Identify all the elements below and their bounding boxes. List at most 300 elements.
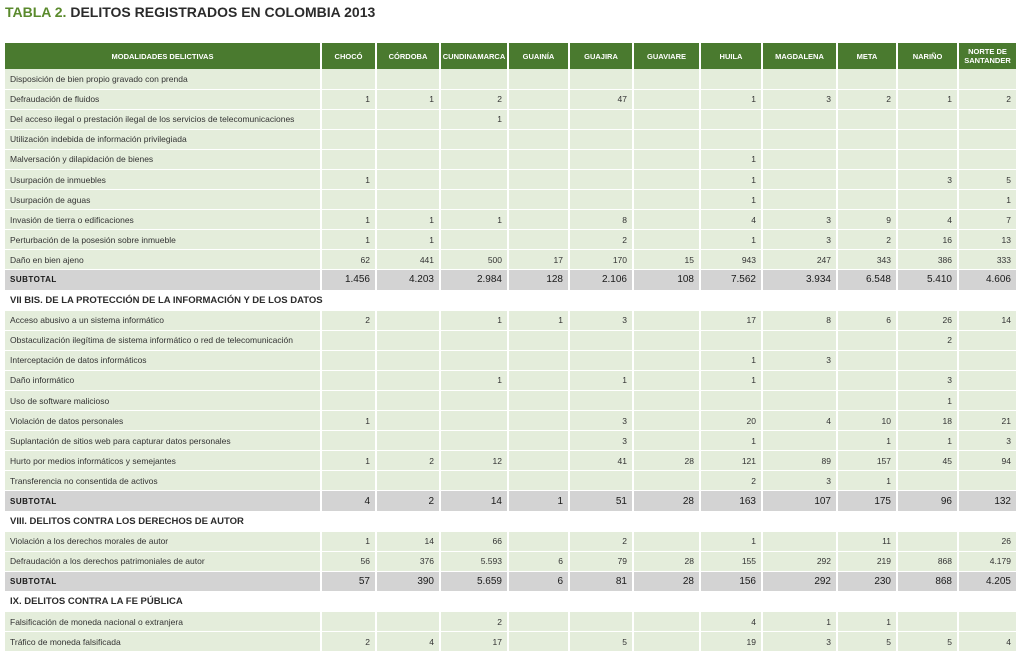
cell-value: 6.548 bbox=[837, 270, 897, 290]
cell-value bbox=[321, 69, 376, 89]
cell-value bbox=[633, 210, 700, 230]
table-title bbox=[5, 2, 375, 22]
table-row bbox=[5, 451, 1017, 471]
table-row bbox=[5, 391, 1017, 411]
cell-value: 868 bbox=[897, 571, 958, 591]
cell-value: 14 bbox=[440, 491, 508, 511]
cell-value bbox=[633, 169, 700, 189]
cell-value: 5 bbox=[569, 632, 633, 652]
cell-value bbox=[376, 149, 440, 169]
cell-value bbox=[897, 471, 958, 491]
cell-value: 5 bbox=[897, 632, 958, 652]
cell-value bbox=[700, 129, 762, 149]
cell-value: 4 bbox=[958, 632, 1017, 652]
cell-value: 62 bbox=[321, 250, 376, 270]
cell-value bbox=[762, 431, 837, 451]
cell-value bbox=[897, 612, 958, 632]
cell-value bbox=[376, 612, 440, 632]
cell-value: 2 bbox=[837, 89, 897, 109]
cell-value: 343 bbox=[837, 250, 897, 270]
cell-value bbox=[633, 612, 700, 632]
cell-value bbox=[440, 330, 508, 350]
cell-value: 28 bbox=[633, 491, 700, 511]
column-header-guaviare: GUAVIARE bbox=[633, 43, 700, 69]
cell-value: 943 bbox=[700, 250, 762, 270]
cell-value bbox=[633, 411, 700, 431]
row-label: Transferencia no consentida de activos bbox=[5, 471, 321, 491]
cell-value bbox=[508, 531, 569, 551]
cell-value: 3 bbox=[762, 350, 837, 370]
cell-value: 1 bbox=[440, 310, 508, 330]
cell-value bbox=[376, 109, 440, 129]
cell-value: 94 bbox=[958, 451, 1017, 471]
column-header-nariño: NARIÑO bbox=[897, 43, 958, 69]
cell-value: 1 bbox=[837, 612, 897, 632]
cell-value bbox=[837, 190, 897, 210]
cell-value: 96 bbox=[897, 491, 958, 511]
cell-value: 57 bbox=[321, 571, 376, 591]
cell-value bbox=[508, 370, 569, 390]
row-label: Del acceso ilegal o prestación ilegal de los servicios de telecomunicaciones bbox=[5, 109, 321, 129]
cell-value bbox=[440, 69, 508, 89]
cell-value: 1 bbox=[700, 350, 762, 370]
cell-value bbox=[508, 169, 569, 189]
cell-value: 1 bbox=[440, 109, 508, 129]
cell-value: 14 bbox=[958, 310, 1017, 330]
cell-value: 18 bbox=[897, 411, 958, 431]
row-label: Suplantación de sitios web para capturar datos personales bbox=[5, 431, 321, 451]
cell-value bbox=[508, 190, 569, 210]
table-row bbox=[5, 411, 1017, 431]
cell-value: 17 bbox=[508, 250, 569, 270]
cell-value: 4 bbox=[700, 612, 762, 632]
cell-value: 2 bbox=[440, 612, 508, 632]
cell-value: 2 bbox=[958, 89, 1017, 109]
column-header-guainía: GUAINÍA bbox=[508, 43, 569, 69]
cell-value bbox=[700, 330, 762, 350]
cell-value: 4 bbox=[376, 632, 440, 652]
cell-value: 230 bbox=[837, 571, 897, 591]
cell-value bbox=[897, 190, 958, 210]
cell-value: 56 bbox=[321, 551, 376, 571]
cell-value: 5.659 bbox=[440, 571, 508, 591]
cell-value: 3 bbox=[897, 370, 958, 390]
cell-value bbox=[762, 129, 837, 149]
cell-value: 4 bbox=[897, 210, 958, 230]
cell-value: 3 bbox=[762, 230, 837, 250]
table-row bbox=[5, 632, 1017, 652]
table-row bbox=[5, 169, 1017, 189]
column-header-meta: META bbox=[837, 43, 897, 69]
cell-value: 17 bbox=[700, 310, 762, 330]
cell-value: 1 bbox=[897, 431, 958, 451]
cell-value bbox=[762, 169, 837, 189]
column-header-chocó: CHOCÓ bbox=[321, 43, 376, 69]
cell-value: 1 bbox=[762, 612, 837, 632]
row-label: Defraudación a los derechos patrimoniales de autor bbox=[5, 551, 321, 571]
row-label: Invasión de tierra o edificaciones bbox=[5, 210, 321, 230]
cell-value: 3 bbox=[762, 210, 837, 230]
cell-value: 4.606 bbox=[958, 270, 1017, 290]
cell-value: 868 bbox=[897, 551, 958, 571]
subtotal-label: SUBTOTAL bbox=[5, 270, 321, 290]
cell-value bbox=[633, 391, 700, 411]
cell-value: 132 bbox=[958, 491, 1017, 511]
table-row bbox=[5, 250, 1017, 270]
crime-table bbox=[5, 43, 1018, 652]
section-header-row bbox=[5, 591, 1017, 611]
cell-value bbox=[440, 190, 508, 210]
table-row bbox=[5, 612, 1017, 632]
cell-value bbox=[569, 471, 633, 491]
header-row bbox=[5, 43, 1017, 69]
cell-value: 107 bbox=[762, 491, 837, 511]
cell-value: 5.410 bbox=[897, 270, 958, 290]
cell-value: 128 bbox=[508, 270, 569, 290]
row-label: Obstaculización ilegítima de sistema informático o red de telecomunicación bbox=[5, 330, 321, 350]
cell-value bbox=[440, 391, 508, 411]
cell-value bbox=[321, 370, 376, 390]
cell-value bbox=[376, 169, 440, 189]
cell-value: 1 bbox=[700, 370, 762, 390]
cell-value: 1 bbox=[700, 169, 762, 189]
cell-value: 163 bbox=[700, 491, 762, 511]
cell-value bbox=[569, 169, 633, 189]
cell-value bbox=[762, 531, 837, 551]
cell-value: 1 bbox=[508, 491, 569, 511]
cell-value bbox=[633, 89, 700, 109]
cell-value bbox=[569, 109, 633, 129]
cell-value: 219 bbox=[837, 551, 897, 571]
cell-value bbox=[508, 149, 569, 169]
cell-value: 175 bbox=[837, 491, 897, 511]
cell-value bbox=[376, 69, 440, 89]
section-header-row bbox=[5, 290, 1017, 310]
cell-value: 1 bbox=[700, 89, 762, 109]
row-label: Malversación y dilapidación de bienes bbox=[5, 149, 321, 169]
cell-value bbox=[569, 69, 633, 89]
cell-value bbox=[958, 471, 1017, 491]
cell-value bbox=[837, 169, 897, 189]
cell-value bbox=[508, 330, 569, 350]
cell-value: 2 bbox=[897, 330, 958, 350]
cell-value bbox=[633, 350, 700, 370]
cell-value bbox=[897, 350, 958, 370]
cell-value: 21 bbox=[958, 411, 1017, 431]
cell-value: 79 bbox=[569, 551, 633, 571]
column-header-córdoba: CÓRDOBA bbox=[376, 43, 440, 69]
cell-value: 1 bbox=[321, 451, 376, 471]
row-label: Falsificación de moneda nacional o extranjera bbox=[5, 612, 321, 632]
cell-value bbox=[837, 109, 897, 129]
cell-value: 1 bbox=[440, 210, 508, 230]
cell-value bbox=[321, 391, 376, 411]
cell-value bbox=[508, 471, 569, 491]
cell-value bbox=[633, 471, 700, 491]
cell-value: 12 bbox=[440, 451, 508, 471]
cell-value bbox=[376, 431, 440, 451]
cell-value: 6 bbox=[508, 571, 569, 591]
cell-value: 1 bbox=[958, 190, 1017, 210]
section-header-row bbox=[5, 511, 1017, 531]
cell-value bbox=[321, 109, 376, 129]
table-number: TABLA 2. bbox=[5, 4, 67, 20]
cell-value bbox=[958, 391, 1017, 411]
cell-value bbox=[440, 129, 508, 149]
cell-value bbox=[321, 190, 376, 210]
cell-value bbox=[440, 350, 508, 370]
cell-value bbox=[569, 129, 633, 149]
column-header-magdalena: MAGDALENA bbox=[762, 43, 837, 69]
cell-value: 7 bbox=[958, 210, 1017, 230]
cell-value bbox=[762, 69, 837, 89]
cell-value: 1 bbox=[321, 230, 376, 250]
cell-value: 3 bbox=[762, 632, 837, 652]
cell-value: 28 bbox=[633, 551, 700, 571]
cell-value bbox=[633, 431, 700, 451]
cell-value bbox=[569, 391, 633, 411]
cell-value bbox=[762, 149, 837, 169]
cell-value bbox=[440, 149, 508, 169]
column-header-cundinamarca: CUNDINAMARCA bbox=[440, 43, 508, 69]
cell-value: 247 bbox=[762, 250, 837, 270]
cell-value: 1 bbox=[569, 370, 633, 390]
subtotal-label: SUBTOTAL bbox=[5, 571, 321, 591]
cell-value bbox=[569, 350, 633, 370]
cell-value bbox=[508, 230, 569, 250]
table-row bbox=[5, 210, 1017, 230]
table-row bbox=[5, 149, 1017, 169]
cell-value: 47 bbox=[569, 89, 633, 109]
cell-value bbox=[569, 190, 633, 210]
cell-value bbox=[508, 632, 569, 652]
cell-value: 41 bbox=[569, 451, 633, 471]
row-label: Usurpación de inmuebles bbox=[5, 169, 321, 189]
cell-value bbox=[508, 612, 569, 632]
cell-value bbox=[633, 69, 700, 89]
cell-value: 1 bbox=[321, 210, 376, 230]
cell-value bbox=[569, 612, 633, 632]
cell-value: 1 bbox=[321, 531, 376, 551]
cell-value bbox=[837, 69, 897, 89]
subtotal-row bbox=[5, 491, 1017, 511]
cell-value bbox=[897, 129, 958, 149]
cell-value: 4 bbox=[762, 411, 837, 431]
cell-value bbox=[633, 310, 700, 330]
cell-value: 390 bbox=[376, 571, 440, 591]
row-label: Utilización indebida de información privilegiada bbox=[5, 129, 321, 149]
table-row bbox=[5, 109, 1017, 129]
cell-value bbox=[958, 129, 1017, 149]
cell-value bbox=[508, 431, 569, 451]
cell-value bbox=[762, 391, 837, 411]
cell-value bbox=[958, 612, 1017, 632]
cell-value bbox=[376, 350, 440, 370]
cell-value: 156 bbox=[700, 571, 762, 591]
cell-value bbox=[837, 391, 897, 411]
cell-value bbox=[762, 370, 837, 390]
row-label: Violación a los derechos morales de autor bbox=[5, 531, 321, 551]
column-header-modalidades: MODALIDADES DELICTIVAS bbox=[5, 43, 321, 69]
cell-value: 7.562 bbox=[700, 270, 762, 290]
cell-value: 333 bbox=[958, 250, 1017, 270]
section-title: VIII. DELITOS CONTRA LOS DERECHOS DE AUTOR bbox=[5, 511, 1017, 531]
row-label: Violación de datos personales bbox=[5, 411, 321, 431]
cell-value bbox=[321, 330, 376, 350]
cell-value bbox=[569, 330, 633, 350]
cell-value: 2 bbox=[321, 310, 376, 330]
cell-value: 8 bbox=[569, 210, 633, 230]
cell-value bbox=[508, 109, 569, 129]
cell-value: 16 bbox=[897, 230, 958, 250]
cell-value: 13 bbox=[958, 230, 1017, 250]
cell-value bbox=[633, 330, 700, 350]
cell-value: 5 bbox=[958, 169, 1017, 189]
cell-value: 4 bbox=[700, 210, 762, 230]
table-row bbox=[5, 551, 1017, 571]
cell-value: 3 bbox=[569, 411, 633, 431]
cell-value bbox=[376, 330, 440, 350]
cell-value: 3 bbox=[762, 89, 837, 109]
row-label: Daño informático bbox=[5, 370, 321, 390]
cell-value: 20 bbox=[700, 411, 762, 431]
cell-value: 4.179 bbox=[958, 551, 1017, 571]
cell-value: 17 bbox=[440, 632, 508, 652]
column-header-huila: HUILA bbox=[700, 43, 762, 69]
cell-value bbox=[569, 149, 633, 169]
cell-value bbox=[376, 129, 440, 149]
cell-value: 2 bbox=[837, 230, 897, 250]
row-label: Hurto por medios informáticos y semejantes bbox=[5, 451, 321, 471]
column-header-norte-de-santander: NORTE DE SANTANDER bbox=[958, 43, 1017, 69]
cell-value: 1 bbox=[700, 149, 762, 169]
cell-value: 5.593 bbox=[440, 551, 508, 571]
cell-value bbox=[508, 69, 569, 89]
cell-value: 1 bbox=[376, 89, 440, 109]
cell-value bbox=[376, 310, 440, 330]
cell-value bbox=[508, 451, 569, 471]
row-label: Interceptación de datos informáticos bbox=[5, 350, 321, 370]
cell-value: 3.934 bbox=[762, 270, 837, 290]
table-row bbox=[5, 129, 1017, 149]
cell-value: 292 bbox=[762, 571, 837, 591]
cell-value: 81 bbox=[569, 571, 633, 591]
cell-value: 26 bbox=[897, 310, 958, 330]
table-row bbox=[5, 471, 1017, 491]
cell-value bbox=[321, 612, 376, 632]
cell-value: 15 bbox=[633, 250, 700, 270]
section-title: IX. DELITOS CONTRA LA FE PÚBLICA bbox=[5, 591, 1017, 611]
cell-value bbox=[508, 210, 569, 230]
cell-value bbox=[508, 350, 569, 370]
cell-value: 10 bbox=[837, 411, 897, 431]
cell-value bbox=[700, 69, 762, 89]
cell-value bbox=[440, 230, 508, 250]
cell-value bbox=[897, 69, 958, 89]
row-label: Acceso abusivo a un sistema informático bbox=[5, 310, 321, 330]
cell-value bbox=[633, 370, 700, 390]
table-row bbox=[5, 531, 1017, 551]
cell-value: 1 bbox=[700, 190, 762, 210]
table-row bbox=[5, 69, 1017, 89]
cell-value: 108 bbox=[633, 270, 700, 290]
cell-value bbox=[897, 109, 958, 129]
table-caption: DELITOS REGISTRADOS EN COLOMBIA 2013 bbox=[70, 4, 376, 20]
cell-value bbox=[762, 109, 837, 129]
cell-value bbox=[633, 531, 700, 551]
cell-value: 8 bbox=[762, 310, 837, 330]
section-title: VII BIS. DE LA PROTECCIÓN DE LA INFORMACIÓN Y DE LOS DATOS bbox=[5, 290, 1017, 310]
column-header-guajira: GUAJIRA bbox=[569, 43, 633, 69]
cell-value bbox=[321, 431, 376, 451]
cell-value bbox=[633, 190, 700, 210]
cell-value: 4.203 bbox=[376, 270, 440, 290]
cell-value bbox=[897, 531, 958, 551]
cell-value bbox=[440, 169, 508, 189]
row-label: Disposición de bien propio gravado con prenda bbox=[5, 69, 321, 89]
cell-value: 28 bbox=[633, 451, 700, 471]
cell-value: 4 bbox=[321, 491, 376, 511]
cell-value: 2 bbox=[440, 89, 508, 109]
subtotal-row bbox=[5, 270, 1017, 290]
cell-value bbox=[508, 89, 569, 109]
cell-value bbox=[376, 411, 440, 431]
row-label: Uso de software malicioso bbox=[5, 391, 321, 411]
cell-value: 2 bbox=[376, 451, 440, 471]
cell-value bbox=[700, 109, 762, 129]
cell-value: 66 bbox=[440, 531, 508, 551]
cell-value bbox=[321, 350, 376, 370]
cell-value bbox=[440, 431, 508, 451]
cell-value bbox=[633, 632, 700, 652]
cell-value: 1 bbox=[837, 431, 897, 451]
cell-value bbox=[376, 190, 440, 210]
cell-value: 121 bbox=[700, 451, 762, 471]
cell-value bbox=[508, 411, 569, 431]
table-row bbox=[5, 230, 1017, 250]
cell-value: 2 bbox=[569, 531, 633, 551]
cell-value: 19 bbox=[700, 632, 762, 652]
cell-value bbox=[958, 109, 1017, 129]
cell-value: 2 bbox=[321, 632, 376, 652]
cell-value bbox=[321, 471, 376, 491]
cell-value: 2.984 bbox=[440, 270, 508, 290]
cell-value: 9 bbox=[837, 210, 897, 230]
cell-value: 2 bbox=[569, 230, 633, 250]
row-label: Daño en bien ajeno bbox=[5, 250, 321, 270]
table-row bbox=[5, 350, 1017, 370]
cell-value: 170 bbox=[569, 250, 633, 270]
cell-value bbox=[897, 149, 958, 169]
cell-value: 1 bbox=[376, 230, 440, 250]
cell-value: 3 bbox=[762, 471, 837, 491]
cell-value bbox=[633, 129, 700, 149]
cell-value bbox=[958, 69, 1017, 89]
cell-value: 2 bbox=[700, 471, 762, 491]
table-row bbox=[5, 370, 1017, 390]
cell-value bbox=[837, 330, 897, 350]
cell-value: 376 bbox=[376, 551, 440, 571]
cell-value: 2 bbox=[376, 491, 440, 511]
subtotal-row bbox=[5, 571, 1017, 591]
cell-value bbox=[633, 230, 700, 250]
cell-value: 1 bbox=[897, 391, 958, 411]
cell-value bbox=[321, 129, 376, 149]
cell-value bbox=[958, 330, 1017, 350]
cell-value bbox=[508, 391, 569, 411]
cell-value bbox=[837, 149, 897, 169]
cell-value: 3 bbox=[569, 310, 633, 330]
